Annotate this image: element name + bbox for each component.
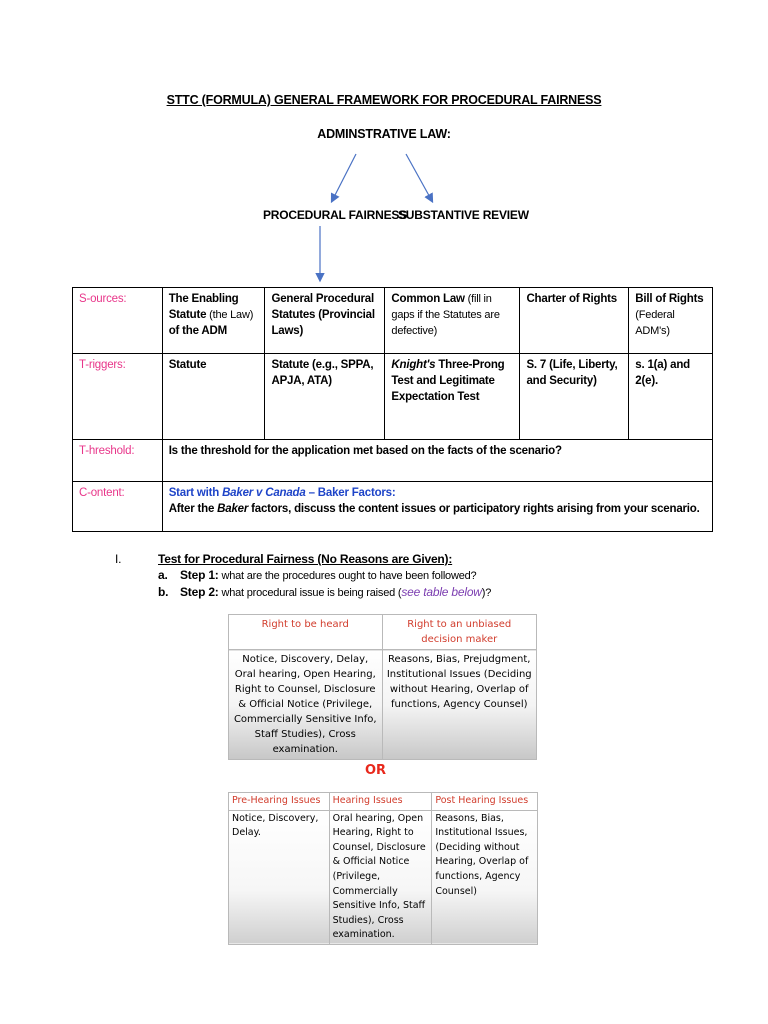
triggers-knights-test: Knight's Three-Prong Test and Legitimate Expectation Test [385,354,520,440]
sources-enabling-statute: The Enabling Statute (the Law) of the ADM [162,288,265,354]
content-row [73,482,713,532]
flow-arrows [0,0,768,300]
rights-unbiased-items: Reasons, Bias, Prejudgment, Institutional Issues (Deciding without Hearing, Overlap of functions, Agency Counsel) [382,650,537,760]
hearing-stages-table [228,792,538,945]
subtitle: ADMINSTRATIVE LAW: [317,127,451,141]
post-hearing-items: Reasons, Bias, Institutional Issues, (Deciding without Hearing, Overlap of functions, Agency Counsel) [432,810,538,944]
content-line-1: Start with Baker v Canada – Baker Factors: [168,487,396,499]
rights-header-heard: Right to be heard [229,615,383,650]
arrow-left [332,154,356,201]
triggers-bill-sections: s. 1(a) and 2(e). [629,354,713,440]
step-1-letter: a. [158,568,168,582]
sources-general-procedural: General Procedural Statutes (Provincial Laws) [265,288,385,354]
triggers-section-7: S. 7 (Life, Liberty, and Security) [520,354,629,440]
pre-hearing-items: Notice, Discovery, Delay. [229,810,330,944]
content-label: C-ontent: [73,482,163,532]
header-post-hearing: Post Hearing Issues [432,793,538,811]
content-text [162,482,712,532]
step-2-letter: b. [158,585,169,599]
procedural-fairness-label: PROCEDURAL FAIRNESS [263,208,407,222]
or-label: OR [365,763,387,778]
triggers-statute-examples: Statute (e.g., SPPA, APJA, ATA) [265,354,385,440]
content-line-2: After the Baker factors, discuss the content issues or participatory rights arising from your scenario. [168,503,700,515]
see-table-link[interactable]: see table below [401,585,482,599]
stages-body-row [229,810,538,944]
sources-bill-of-rights: Bill of Rights (Federal ADM's) [629,288,713,354]
header-pre-hearing: Pre-Hearing Issues [229,793,330,811]
substantive-review-label: SUBSTANTIVE REVIEW [398,208,529,222]
step-2: Step 2: what procedural issue is being raised (see table below)? [180,585,492,599]
triggers-label: T-riggers: [73,354,163,440]
sources-row [73,288,713,354]
header-hearing: Hearing Issues [329,793,432,811]
hearing-items: Oral hearing, Open Hearing, Right to Counsel, Disclosure & Official Notice (Privilege, Commercially Sensitive Info, Staff Studies), Cross examination. [329,810,432,944]
page-title: STTC (FORMULA) GENERAL FRAMEWORK FOR PROCEDURAL FAIRNESS [166,93,602,107]
rights-header-row [229,615,537,650]
rights-header-unbiased: Right to an unbiased decision maker [382,615,537,650]
section-heading: Test for Procedural Fairness (No Reasons are Given): [158,552,453,566]
threshold-row [73,440,713,482]
rights-table [228,614,537,760]
section-numeral: I. [115,552,122,566]
threshold-text: Is the threshold for the application met based on the facts of the scenario? [162,440,712,482]
sttc-table [72,287,713,532]
step-1: Step 1: what are the procedures ought to have been followed? [180,568,477,582]
sources-common-law: Common Law (fill in gaps if the Statutes are defective) [385,288,520,354]
sources-charter: Charter of Rights [520,288,629,354]
sources-label: S-ources: [73,288,163,354]
threshold-label: T-hreshold: [73,440,163,482]
arrow-right [406,154,432,201]
stages-header-row [229,793,538,811]
triggers-row [73,354,713,440]
triggers-statute: Statute [162,354,265,440]
rights-body-row [229,650,537,760]
rights-heard-items: Notice, Discovery, Delay, Oral hearing, Open Hearing, Right to Counsel, Disclosure & Official Notice (Privilege, Commercially Sensitive Info, Staff Studies), Cross examination. [229,650,383,760]
